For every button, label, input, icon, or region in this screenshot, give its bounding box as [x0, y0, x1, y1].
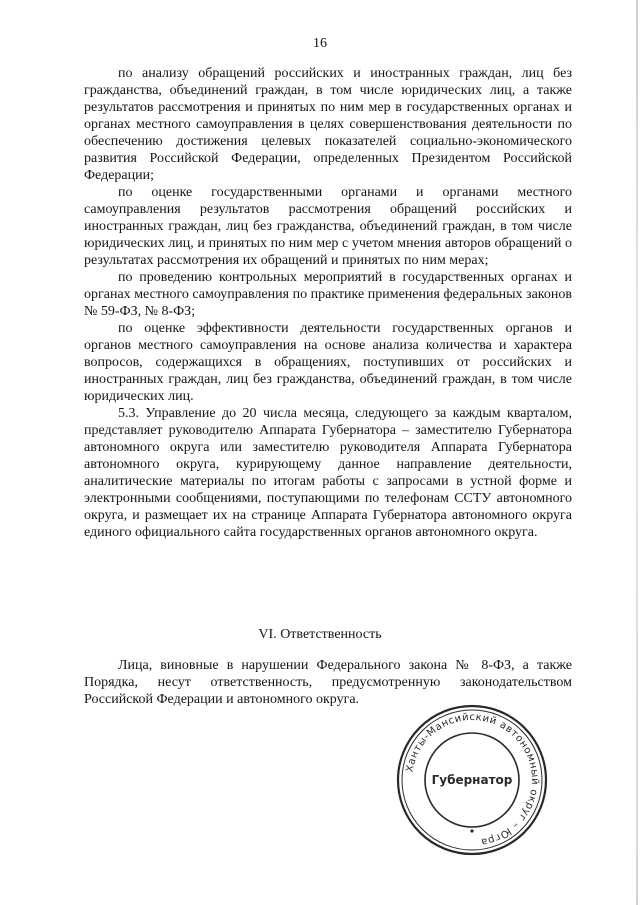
- section-heading: VI. Ответственность: [258, 627, 382, 642]
- stamp-ring-text: Ханты-Мансийский автономный округ – Югра: [404, 711, 541, 848]
- paragraph-5-3: 5.3. Управление до 20 числа месяца, следующего за каждым кварталом, представляет руководителю Аппарата Губернатора – заместителю Губернатора автономного округа или заместителю руководителя Аппарата Губернатора автономного округа, курирующему данное направление деятельности, аналитические материалы по итогам работы с запросами в устной форме и электронными сообщениями, поступающими по телефонам ССТУ автономного округа, и размещает их на странице Аппарата Губернатора автономного округа единого официального сайта государственных органов автономного округа.: [84, 406, 572, 540]
- page-number: 16: [313, 36, 327, 51]
- official-stamp: [392, 700, 552, 860]
- paragraph-efficiency: по оценке эффективности деятельности государственных органов и органов местного самоуправления на основе анализа количества и характера вопросов, содержащихся в обращениях, поступивших от российских и иностранных граждан, лиц без гражданства, объединений граждан, в том числе юридических лиц.: [84, 321, 572, 404]
- stamp-center-text: Губернатор: [431, 773, 513, 787]
- paragraph-evaluation: по оценке государственными органами и органами местного самоуправления результатов рассмотрения обращений российских и иностранных граждан, лиц без гражданства, объединений граждан, в том числе юридических лиц, и принятых по ним мер с учетом мнения авторов обращений о результатах рассмотрения их обращений и принятых по ним мерах;: [84, 185, 572, 268]
- stamp-star-icon: [470, 829, 473, 832]
- paragraph-control: по проведению контрольных мероприятий в государственных органах и органах местного самоуправления по практике применения федеральных законов № 59-ФЗ, № 8-ФЗ;: [84, 270, 572, 319]
- scan-edge: [636, 0, 638, 905]
- body-text: [84, 65, 572, 541]
- paragraph-analysis: по анализу обращений российских и иностранных граждан, лиц без гражданства, объединений граждан, в том числе юридических лиц, а также результатов рассмотрения и принятых по ним мер в государственных органах и органах местного самоуправления в целях совершенствования деятельности по обеспечению достижения целевых показателей социально-экономического развития Российской Федерации, определенных Президентом Российской Федерации;: [84, 66, 572, 183]
- paragraph-responsibility: Лица, виновные в нарушении Федерального закона № 8-ФЗ, а также Порядка, несут ответственность, предусмотренную законодательством Российской Федерации и автономного округа.: [84, 658, 572, 707]
